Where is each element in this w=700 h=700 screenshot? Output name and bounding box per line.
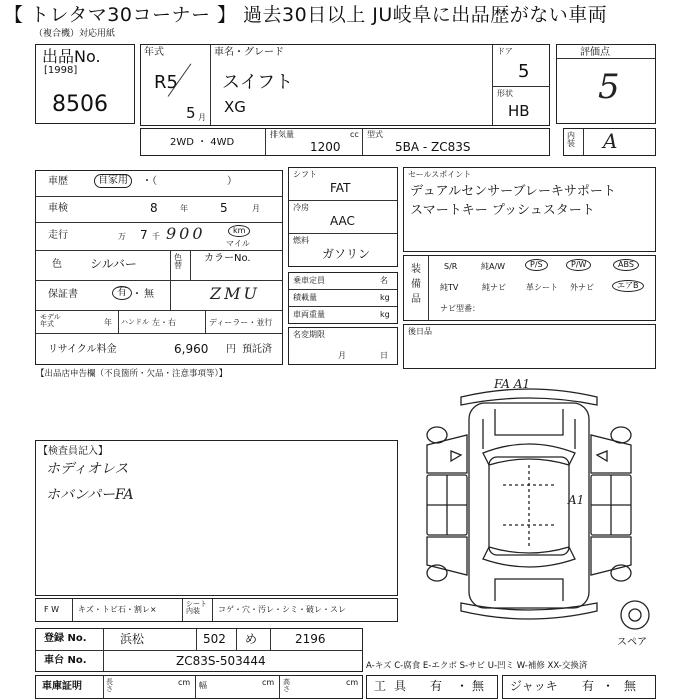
shape-label: 形状 xyxy=(497,89,513,98)
name-change-day: 日 xyxy=(380,351,388,360)
load-unit: kg xyxy=(380,293,390,302)
warranty-label: 保証書 xyxy=(48,289,78,300)
displacement-unit: cc xyxy=(350,130,359,139)
fw-label: F W xyxy=(44,605,60,614)
inspector-note2: ホバンパーFA xyxy=(46,487,134,503)
handle-value: 左・右 xyxy=(152,318,176,327)
equip-navi: 純ナビ xyxy=(482,283,506,292)
chassis-label: 車台 No. xyxy=(44,655,87,666)
declaration-label: 【出品店申告欄（不良箇所・欠品・注意事項等）】 xyxy=(36,369,228,379)
capacity-unit: 名 xyxy=(380,276,388,285)
handle-label: ハンドル xyxy=(121,318,149,326)
warranty-no: 無 xyxy=(144,289,154,300)
equip-ext-navi: 外ナビ xyxy=(570,283,594,292)
shift-value: FAT xyxy=(330,181,351,195)
sales-point-line1: デュアルセンサーブレーキサポート xyxy=(410,184,616,199)
jack-label: ジャッキ xyxy=(510,679,558,693)
model-grade: XG xyxy=(224,98,246,116)
mileage-label: 走行 xyxy=(48,230,68,241)
equip-leather: 革シート xyxy=(526,283,558,292)
ac-value: AAC xyxy=(330,214,355,228)
weight-unit: kg xyxy=(380,310,390,319)
details-box xyxy=(35,170,283,365)
mileage-sen: 千 xyxy=(152,232,160,241)
capacity-label: 乗車定員 xyxy=(293,276,325,285)
registration-kana: め xyxy=(245,632,258,646)
inspection-year: 8 xyxy=(150,201,158,215)
recycle-unit: 円 xyxy=(226,344,236,355)
shape-value: HB xyxy=(508,102,530,120)
note-box xyxy=(403,324,656,369)
garage-cm2: cm xyxy=(262,678,275,687)
model-label: 車名・グレード xyxy=(214,47,284,58)
recycle-value: 6,960 xyxy=(174,342,209,356)
diagram-mark-top: FA A1 xyxy=(494,377,531,391)
garage-cm3: cm xyxy=(346,678,359,687)
equip-aw: 純A/W xyxy=(481,262,506,271)
sales-point-line2: スマートキー プッシュスタート xyxy=(410,203,595,218)
navi-model-label: ナビ型番： xyxy=(440,304,480,313)
history-rest: ・（ ） xyxy=(142,176,237,187)
equip-tv: 純TV xyxy=(440,283,459,292)
year-month-unit: 月 xyxy=(198,113,206,122)
jack-sep: ・ xyxy=(602,679,615,693)
equip-airbag: エアB xyxy=(612,280,644,292)
score-label: 評価点 xyxy=(580,47,610,58)
garage-width: 幅 xyxy=(199,681,207,690)
spare-label: スペア xyxy=(617,637,647,648)
tools-label: 工具 xyxy=(374,679,415,693)
equip-sr: S/R xyxy=(444,262,458,271)
load-label: 積載量 xyxy=(293,293,317,302)
lot-label: 出品No. xyxy=(42,47,101,66)
year-month: 5 xyxy=(186,104,196,122)
shift-label: シフト xyxy=(293,170,317,179)
registration-class: 502 xyxy=(203,632,226,646)
model-year-label: モデル年式 xyxy=(40,313,61,328)
warranty-code: ZMU xyxy=(210,284,260,303)
ac-label: 冷房 xyxy=(293,203,309,212)
type-label: 型式 xyxy=(367,130,383,139)
equip-pw: P/W xyxy=(566,259,591,271)
mileage-mile: マイル xyxy=(226,239,250,248)
mileage-val2: 900 xyxy=(166,224,206,243)
inspector-note1: ホディオレス xyxy=(46,461,129,477)
fw-text: キズ・トビ石・割レ× xyxy=(78,605,157,614)
model-name: スイフト xyxy=(222,72,294,93)
sub-banner: （複合機）対応用紙 xyxy=(34,29,116,39)
inspector-label: 【検査員記入】 xyxy=(38,446,108,457)
mileage-man: 万 xyxy=(118,232,126,241)
displacement-label: 排気量 xyxy=(270,130,294,139)
warranty-sep: ・ xyxy=(132,289,142,300)
year-era: R5 xyxy=(154,72,178,93)
doors-label: ドア xyxy=(497,47,513,56)
sales-point-label: セールスポイント xyxy=(408,170,472,179)
history-label: 車歴 xyxy=(48,176,68,187)
interior-label: 内装 xyxy=(567,131,575,148)
garage-label: 車庫証明 xyxy=(42,681,82,692)
inspection-month: 5 xyxy=(220,201,228,215)
registration-label: 登録 No. xyxy=(44,633,87,644)
registration-place: 浜松 xyxy=(120,632,145,646)
color-label: 色 xyxy=(52,259,62,270)
model-year-unit: 年 xyxy=(104,318,112,327)
inspection-label: 車検 xyxy=(48,203,68,214)
tools-sep: ・ xyxy=(456,679,469,693)
equip-ps: P/S xyxy=(525,259,548,271)
garage-cm1: cm xyxy=(178,678,191,687)
inspection-month-unit: 月 xyxy=(252,204,260,213)
garage-height: 高さ xyxy=(283,678,290,693)
dealer-label: ディーラー・並行 xyxy=(209,318,273,327)
mileage-km: km xyxy=(228,225,250,237)
tools-yes: 有 xyxy=(430,679,443,693)
displacement-value: 1200 xyxy=(310,140,341,154)
type-value: 5BA - ZC83S xyxy=(395,140,471,154)
name-change-month: 月 xyxy=(338,351,346,360)
mileage-val1: 7 xyxy=(140,228,148,242)
doors-value: 5 xyxy=(518,61,530,82)
weight-label: 車両重量 xyxy=(293,310,325,319)
color-number-label: カラーNo. xyxy=(204,253,251,264)
banner-title: 【 トレタマ30コーナー 】 過去30日以上 JU岐阜に出品歴がない車両 xyxy=(4,4,608,26)
color-change-label: 色替 xyxy=(174,253,182,270)
note-label: 後日品 xyxy=(408,327,432,336)
damage-legend: A-キズ C-腐食 E-エクボ S-サビ U-凹ミ W-補修 XX-交換済 xyxy=(366,661,588,671)
equip-abs: ABS xyxy=(613,259,639,271)
tools-no: 無 xyxy=(472,679,485,693)
car-diagram xyxy=(403,375,659,640)
interior-value: A xyxy=(603,129,618,153)
fuel-label: 燃料 xyxy=(293,236,309,245)
registration-number: 2196 xyxy=(295,632,326,646)
lot-sub: [1998] xyxy=(44,65,78,76)
year-label: 年式 xyxy=(144,47,164,58)
chassis-value: ZC83S-503444 xyxy=(176,654,266,668)
jack-yes: 有 xyxy=(582,679,595,693)
recycle-note: 預託済 xyxy=(242,344,272,355)
score-value: 5 xyxy=(598,67,620,107)
equipment-label: 装備品 xyxy=(411,264,421,305)
inspection-year-unit: 年 xyxy=(180,204,188,213)
name-change-label: 名変期限 xyxy=(293,330,325,339)
warranty-yes: 有 xyxy=(112,286,132,300)
recycle-label: リサイクル料金 xyxy=(48,344,117,355)
color-value: シルバー xyxy=(90,257,137,271)
diagram-mark-right: A1 xyxy=(568,493,585,507)
history-private: 自家用 xyxy=(94,174,132,188)
garage-length: 長さ xyxy=(106,678,113,693)
seat-text: コゲ・穴・汚レ・シミ・破レ・スレ xyxy=(218,605,346,614)
lot-number: 8506 xyxy=(52,92,108,117)
seat-label: シート内装 xyxy=(186,600,207,615)
jack-no: 無 xyxy=(624,679,637,693)
drive-text: 2WD ・ 4WD xyxy=(170,137,235,148)
fuel-value: ガソリン xyxy=(322,247,371,261)
